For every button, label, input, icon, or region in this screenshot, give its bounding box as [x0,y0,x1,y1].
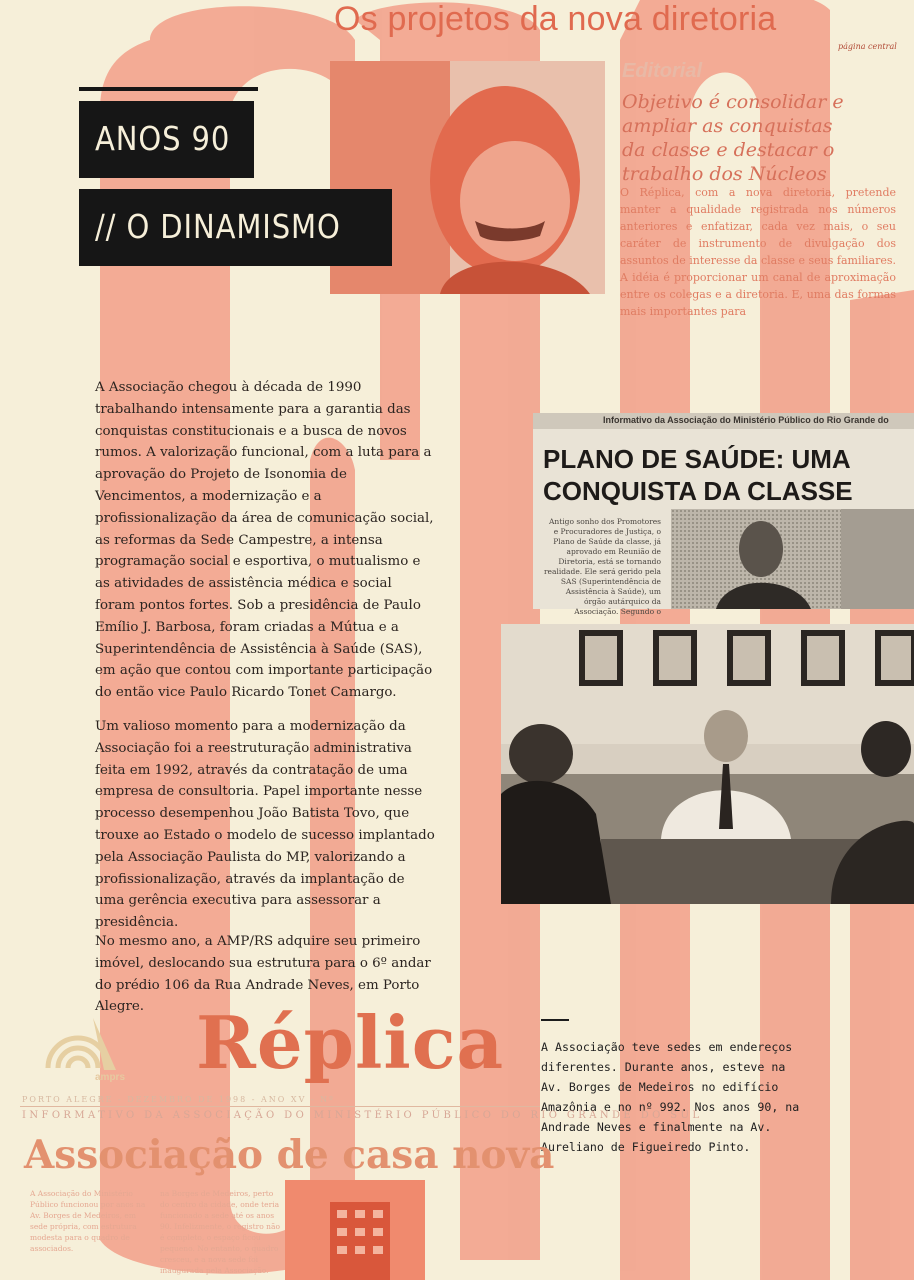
sede-caption: A Associação teve sedes em endereços diferentes. Durante anos, esteve na Av. Borges de Medeiros no edifício Amazônia e no nº 992. Nos anos 90, na Andrade Neves e finalmente na Av. Aureliano de Figueiredo Pinto. [541,1040,800,1154]
editorial-body: O Réplica, com a nova diretoria, pretende manter a qualidade registrada nos números anteriores e enfatizar, cada vez mais, o seu caráter de instrumento de divulgação dos assuntos de interesse da classe e seus familiares. A idéia é proporcionar um canal de aproximação entre os colegas e a diretoria. E, uma das formas mais importantes para [620,186,896,318]
replica-date-line: PORTO ALEGRE - DEZEMBRO DE 1998 - ANO XV - Nº [22,1095,335,1104]
editorial-subtitle: Objetivo é consolidar e ampliar as conquistas da classe e destacar o trabalho dos Núcleos [622,91,844,185]
body-paragraph-3: No mesmo ano, a AMP/RS adquire seu primeiro imóvel, deslocando sua estrutura para o 6º andar do prédio 106 da Rua Andrade Neves, em Porto Alegre. [95,934,431,1015]
replica-building-photo [285,1180,425,1280]
photo-meeting [501,624,914,904]
replica-headline: Associação de casa nova [24,1132,555,1178]
title-line-1-text: ANOS 90 [95,119,231,158]
clipping-headline-top: Os projetos da nova diretoria [334,0,777,38]
clipping-health-plan [533,413,914,616]
meeting-illustration [501,624,914,904]
replica-info-line: INFORMATIVO DA ASSOCIAÇÃO DO MINISTÉRIO PÚBLICO DO RIO GRANDE DO SUL [22,1110,703,1121]
health-clipping-masthead: Informativo da Associação do Ministério Público do Rio Grande do [603,415,889,425]
clipping-page-tag: página central [838,42,897,51]
title-line-2 [79,189,392,266]
body-paragraph-2: Um valioso momento para a modernização da Associação foi a reestruturação administrativa feita em 1992, através da contratação de uma empresa de consultoria. Papel importante nesse processo desempenhou João Batista Tovo, que trouxe ao Estado o modelo de sucesso implantado pela Associação Paulista do MP, valorizando a profissionalização, através da implantação de uma gerência executiva para assessorar a presidência. [95,719,435,931]
replica-masthead: Réplica [196,1000,505,1085]
title-line-2-text: // O DINAMISMO [95,207,341,246]
replica-rule [20,1106,540,1107]
body-paragraph-1: A Associação chegou à década de 1990 trabalhando intensamente para a garantia das conquistas constitucionais e a busca de novos rumos. A valorização funcional, com a luta para a aprovação do Projeto de Isonomia de Vencimentos, a modernização e a profissionalização da área de comunicação social, as reformas da Sede Campestre, a intensa programação social e esportiva, o mutualismo e as atividades de assistência médica e social foram pontos fortes. Sob a presidência de Paulo Emílio J. Barbosa, foram criadas a Mútua e a Superintendência de Assistência à Saúde (SAS), em ação que contou com importante participação do então vice Paulo Ricardo Tonet Camargo. [95,380,434,701]
replica-body-left: A Associação do Ministério Público funcionou por anos na Av. Borges de Medeiros, em sede própria, com estrutura modesta para o quadro de associados. [30,1189,146,1253]
health-clipping-body: Antigo sonho dos Promotores e Procuradores de Justiça, o Plano de Saúde da classe, já aprovado em Reunião de Diretoria, está se tornando realidade. Ele será gerido pela SAS (Superintendência de Assistência à Saúde), um órgão autárquico da Associação. Segundo o [543,517,661,616]
health-headline-line-1: PLANO DE SAÚDE: UMA [543,444,851,474]
health-headline-line-2: CONQUISTA DA CLASSE [543,476,853,506]
health-clipping-photo [671,509,914,609]
amprs-logo [38,1008,118,1078]
title-line-1 [79,101,254,178]
title-top-rule [79,87,258,91]
amprs-label: amprs [95,1072,126,1083]
caption-rule [541,1019,569,1021]
editorial-label: Editorial [622,60,703,82]
replica-body-middle: na Borges de Medeiros, perto do centro da cidade, onde teria funcionado a sede até os anos 90. Infelizmente, o registro não é completo, o espaço ficou pequeno. No entanto, o quadro cresceu, e a nova sede foi inaugurada pela Associação. [160,1189,280,1275]
